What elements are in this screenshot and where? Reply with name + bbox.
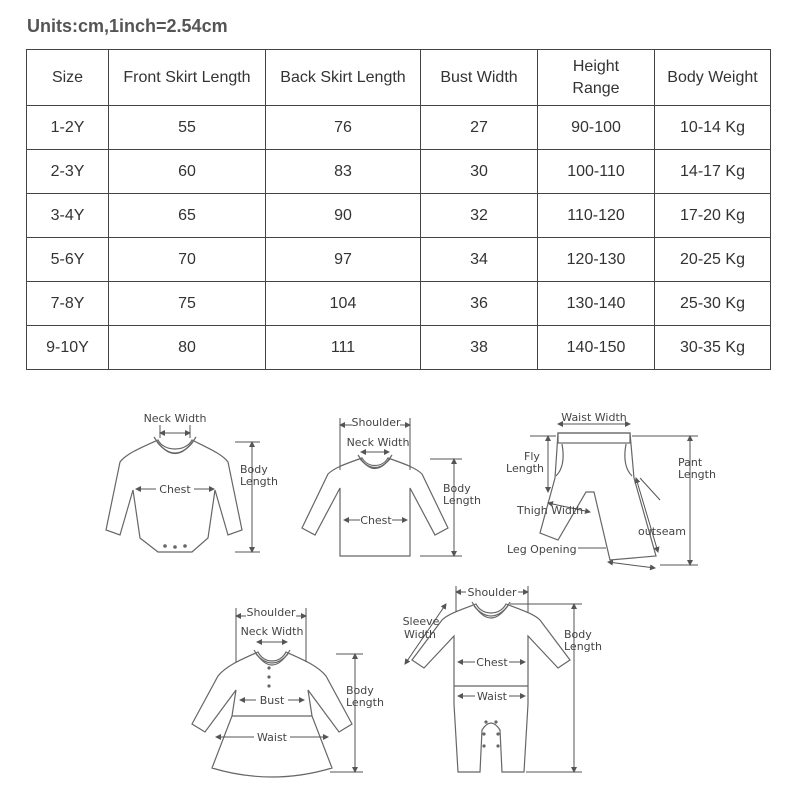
dress-neck-label: Neck Width <box>240 625 304 638</box>
cell: 32 <box>421 194 538 238</box>
cell: 76 <box>266 106 421 150</box>
cell: 27 <box>421 106 538 150</box>
header-back-skirt-length: Back Skirt Length <box>266 50 421 106</box>
pants-leg-label: Leg Opening <box>507 543 577 556</box>
dress-body-label: Body <box>346 684 374 697</box>
cell: 83 <box>266 150 421 194</box>
romper-body-label: Body <box>564 628 592 641</box>
cell: 38 <box>421 326 538 370</box>
cell: 90-100 <box>538 106 655 150</box>
cell: 36 <box>421 282 538 326</box>
dress-diagram <box>192 606 384 777</box>
cell: 111 <box>266 326 421 370</box>
cell: 65 <box>109 194 266 238</box>
cell: 2-3Y <box>27 150 109 194</box>
dress-bust-label: Bust <box>259 694 285 707</box>
top-body-label: Body <box>443 482 471 495</box>
cell: 14-17 Kg <box>655 150 771 194</box>
pants-thigh-label: Thigh Width <box>517 504 584 517</box>
cell: 1-2Y <box>27 106 109 150</box>
bodysuit-neck-label: Neck Width <box>143 412 207 425</box>
pants-waist-label: Waist Width <box>561 411 627 424</box>
bodysuit-outline <box>106 440 242 552</box>
bodysuit-chest-label: Chest <box>159 483 191 496</box>
cell: 10-14 Kg <box>655 106 771 150</box>
cell: 100-110 <box>538 150 655 194</box>
header-bust-width: Bust Width <box>421 50 538 106</box>
cell: 7-8Y <box>27 282 109 326</box>
cell: 9-10Y <box>27 326 109 370</box>
pants-diagram <box>506 411 716 568</box>
bodysuit-diagram <box>106 412 278 552</box>
header-front-skirt-length: Front Skirt Length <box>109 50 266 106</box>
romper-waist-label: Waist <box>476 690 508 703</box>
dress-waist-label: Waist <box>256 731 288 744</box>
cell: 25-30 Kg <box>655 282 771 326</box>
cell: 130-140 <box>538 282 655 326</box>
romper-length-label: Length <box>564 640 602 653</box>
cell: 140-150 <box>538 326 655 370</box>
pants-outline <box>540 433 656 560</box>
bodysuit-body-label: Body <box>240 463 268 476</box>
cell: 17-20 Kg <box>655 194 771 238</box>
romper-sleeve-width-label: Width <box>404 628 436 641</box>
cell: 60 <box>109 150 266 194</box>
top-length-label: Length <box>443 494 481 507</box>
top-outline <box>302 458 448 556</box>
pants-pant-label: Pant <box>678 456 703 469</box>
top-shoulder-label: Shoulder <box>351 416 401 429</box>
cell: 120-130 <box>538 238 655 282</box>
cell: 97 <box>266 238 421 282</box>
header-body-weight: Body Weight <box>655 50 771 106</box>
cell: 5-6Y <box>27 238 109 282</box>
romper-sleeve-label: Sleeve <box>402 615 440 628</box>
cell: 55 <box>109 106 266 150</box>
pants-outseam-label: outseam <box>638 525 686 538</box>
top-diagram <box>302 416 481 556</box>
cell: 104 <box>266 282 421 326</box>
bodysuit-length-label: Length <box>240 475 278 488</box>
cell: 30 <box>421 150 538 194</box>
cell: 110-120 <box>538 194 655 238</box>
cell: 70 <box>109 238 266 282</box>
romper-diagram <box>403 584 602 772</box>
cell: 30-35 Kg <box>655 326 771 370</box>
header-height-range: Height Range <box>538 50 655 106</box>
pants-pant-length-label: Length <box>678 468 716 481</box>
cell: 3-4Y <box>27 194 109 238</box>
header-size: Size <box>27 50 109 106</box>
cell: 75 <box>109 282 266 326</box>
cell: 34 <box>421 238 538 282</box>
dress-shoulder-label: Shoulder <box>246 606 296 619</box>
top-chest-label: Chest <box>360 514 392 527</box>
top-neck-label: Neck Width <box>346 436 410 449</box>
units-note: Units:cm,1inch=2.54cm <box>27 16 228 36</box>
dress-outline <box>192 652 352 777</box>
pants-fly-length-label: Length <box>506 462 544 475</box>
cell: 90 <box>266 194 421 238</box>
cell: 80 <box>109 326 266 370</box>
cell: 20-25 Kg <box>655 238 771 282</box>
pants-fly-label: Fly <box>524 450 540 463</box>
dress-length-label: Length <box>346 696 384 709</box>
romper-shoulder-label: Shoulder <box>467 586 517 599</box>
romper-chest-label: Chest <box>476 656 508 669</box>
